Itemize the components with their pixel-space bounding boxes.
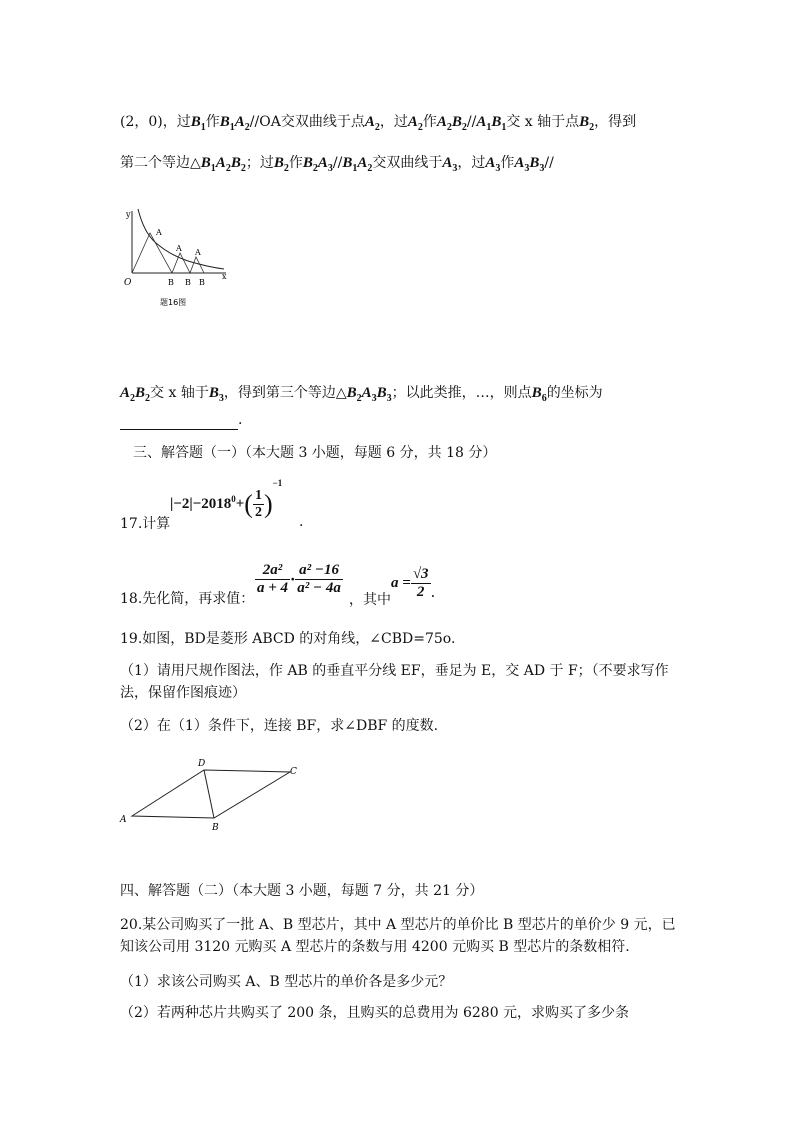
section-3-heading: 三、解答题（一）（本大题 3 小题，每题 6 分，共 18 分） (133, 445, 497, 461)
math-a2b2-c: $A_2B_2$ (120, 385, 151, 404)
hyperbola-figure (118, 205, 230, 315)
math-a2b2: $A_2B_2$ (436, 114, 467, 133)
q18-value: a = $\frac{√3}{2}$ . (391, 566, 436, 601)
math-b2: $B_2$ (579, 114, 595, 133)
q18-expression: $\frac{\text{2a²}}{a + 4}$ · $\frac{\text{a² −16}}{\text{a² − 4a}}$ (257, 562, 341, 596)
math-a3b3: $A_3B_3$ (514, 155, 545, 174)
q16-line-1: (2，0)，过$B_1$作$B_1A_2//OA$交双曲线于点$A_2$，过$A_2$作$A_2B_2//A_1B_1$交 x 轴于点$B_2$，得到 (120, 114, 637, 133)
fig16-b3: B (199, 278, 205, 287)
math-b2-b: $B_2$ (273, 155, 289, 174)
math-b1: $B_1$ (190, 114, 206, 133)
math-b3: $B_3$ (208, 385, 224, 404)
rhombus-figure (118, 758, 308, 834)
rhombus-d: D (198, 759, 206, 769)
answer-blank[interactable] (120, 415, 238, 430)
q16-answer-line: . (120, 410, 242, 430)
rhombus-a: A (120, 815, 127, 825)
math-a1b1: $A_1B_1$ (476, 114, 507, 133)
q16-line-2: 第二个等边$\triangle B_1A_2B_2$；过$B_2$作$B_2A_3//B_1A_2$交双曲线于$A_3$，过$A_3$作$A_3B_3//$ (120, 155, 554, 174)
q18-label: 18.先化简，再求值： (120, 591, 255, 607)
fig16-o: O (124, 278, 132, 288)
math-a2-b: $A_2$ (407, 114, 423, 133)
fig16-y: y (126, 210, 131, 219)
q18-fraction-1: $\frac{\text{2a²}}{a + 4}$ (257, 562, 289, 596)
q20-stem: 20.某公司购买了一批 A、B 型芯片，其中 A 型芯片的单价比 B 型芯片的单价少 9 元，已知该公司用 3120 元购买 A 型芯片的条数与用 4200 元购买 B 型芯片的条数相符. (120, 917, 676, 955)
math-a3-b: $A_3$ (485, 155, 501, 174)
math-b1a2-b: $B_1A_2$ (342, 155, 373, 174)
q19-part-2: （2）在（1）条件下，连接 BF，求∠DBF 的度数. (120, 718, 439, 734)
q20-part-1: （1）求该公司购买 A、B 型芯片的单价各是多少元？ (120, 974, 453, 990)
math-b6: $B_6$ (531, 385, 547, 404)
math-b2a3b3: $B_2A_3B_3$ (346, 385, 392, 404)
fig16-b2: B (185, 278, 191, 287)
q19-part-1: （1）请用尺规作图法，作 AB 的垂直平分线 EF，垂足为 E，交 AD 于 F；（不要求写作法，保留作图痕迹） (120, 663, 669, 701)
fig16-b1: B (168, 278, 174, 287)
rhombus-c: C (290, 767, 297, 777)
q17-label: 17.计算 (120, 516, 171, 532)
math-a3: $A_3$ (442, 155, 458, 174)
fig16-a2: A (176, 244, 182, 253)
fig16-a1: A (156, 228, 162, 237)
rhombus-b: B (212, 823, 219, 833)
q17-end: . (299, 514, 304, 530)
q18-fraction-2: $\frac{\text{a² −16}}{\text{a² − 4a}}$ (297, 562, 341, 596)
fig16-a3: A (195, 248, 201, 257)
math-b1a2: $B_1A_2$ (219, 114, 250, 133)
q19-stem: 19.如图，BD是菱形 ABCD 的对角线，∠CBD=75o. (120, 631, 456, 647)
math-b2a3: $B_2A_3$ (302, 155, 333, 174)
q17-expression: $|-2|-2018^0+$( $\frac{1}{2}$ )$^{-1}$ (170, 478, 283, 521)
q16-line-3: $A_2B_2$交 x 轴于$B_3$，得到第三个等边$\triangle B_2A_3B_3$；以此类推，…，则点$B_6$的坐标为 (120, 385, 603, 404)
section-4-heading: 四、解答题（二）（本大题 3 小题，每题 7 分，共 21 分） (120, 883, 484, 899)
q18-mid: ，其中 (349, 592, 391, 608)
fig16-x: x (222, 272, 227, 281)
fig16-caption: 题16图 (160, 298, 187, 307)
math-a2: $A_2$ (364, 114, 380, 133)
math-b1a2b2: $B_1A_2B_2$ (200, 155, 246, 174)
q20-part-2: （2）若两种芯片共购买了 200 条，且购买的总费用为 6280 元，求购买了多少条 (120, 1005, 630, 1021)
